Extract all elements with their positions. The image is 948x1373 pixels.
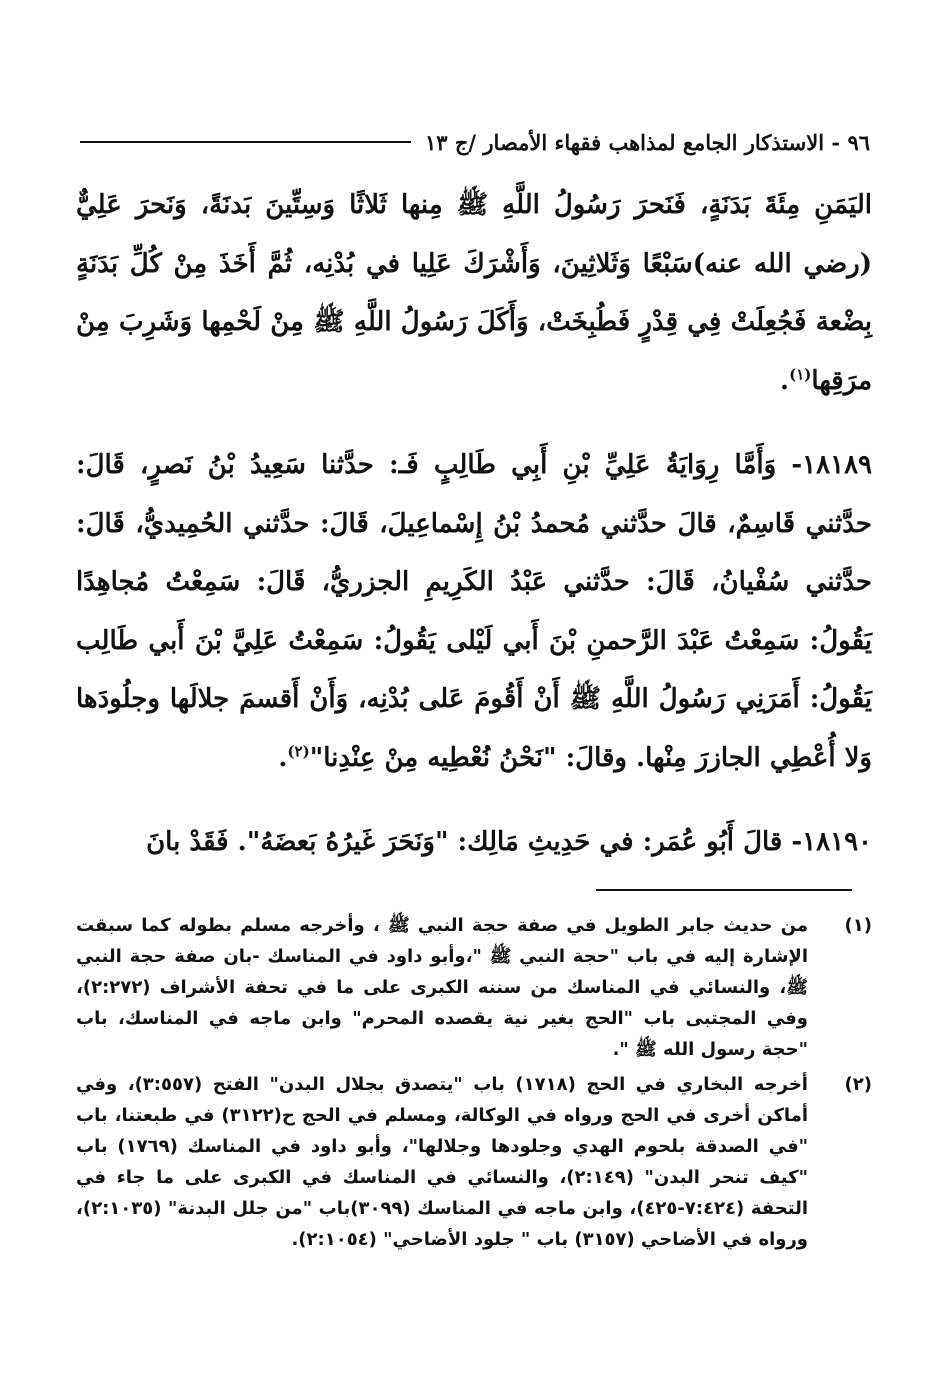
running-header	[80, 122, 870, 162]
main-text	[76, 176, 872, 872]
header-rule	[80, 141, 411, 143]
header-title: ٩٦ - الاستذكار الجامع لمذاهب فقهاء الأمصار /ج ١٣	[425, 129, 870, 155]
footnote-2	[76, 1069, 872, 1255]
paragraph-1	[76, 176, 872, 410]
paragraph-18190	[76, 813, 872, 872]
footnote-ref-2[interactable]: (٢)	[287, 741, 310, 760]
footnote-number: (١)	[844, 915, 872, 936]
footnote-number: (٢)	[844, 1074, 872, 1095]
footnote-ref-1[interactable]: (١)	[789, 364, 812, 383]
paragraph-18189-end: .	[278, 742, 288, 773]
footnote-text: أخرجه البخاري في الحج (١٧١٨) باب "يتصدق بجلال البدن" الفتح (٣:٥٥٧)، وفي أماكن أخرى في الحج ورواه في الوكالة، ومسلم في الحج ح(٣١٢٢) في طبعتنا، باب "في الصدقة بلحوم الهدي وجلودها وجلالها"، وأبو داود في المناسك (١٧٦٩) باب "كيف تنحر البدن" (٢:١٤٩)، والنسائي في المناسك في الكبرى على ما جاء في التحفة (٧:٤٢٤-٤٢٥)، وابن ماجه في المناسك (٣٠٩٩)باب "من جلل البدنة" (٢:١٠٣٥)، ورواه في الأضاحي (٣١٥٧) باب " جلود الأضاحي" (٢:١٠٥٤).	[76, 1074, 809, 1250]
paragraph-18189-text: ١٨١٨٩- وَأَمَّا رِوَايَةُ عَلِيِّ بْنِ أَبِي طَالِبٍ فَـ: حدَّثنا سَعِيدُ بْنُ نَصرٍ، قَالَ: حدَّثني قَاسِمٌ، قالَ حدَّثني مُحمدُ بْنُ إِسْماعِيلَ، قَالَ: حدَّثني الحُمِيديُّ، قَالَ: حدَّثني سُفْيانُ، قَالَ: حدَّثني عَبْدُ الكَرِيمِ الجزريُّ، قَالَ: سَمِعْتُ مُجاهِدًا يَقُولُ: سَمِعْتُ عَبْدَ الرَّحمنِ بْنَ أَبي لَيْلى يَقُولُ: سَمِعْتُ عَلِيَّ بْنَ أَبي طَالِب يَقُولُ: أَمَرَنِي رَسُولُ اللَّهِ ﷺ أَنْ أَقُومَ عَلى بُدْنِه، وَأَنْ أَقسمَ جلالَها وجلُودَها وَلا أُعْطِي الجازرَ مِنْها. وقالَ: "نَحْنُ نُعْطِيه مِنْ عِنْدِنا"	[76, 450, 872, 773]
paragraph-1-text: اليَمَنِ مِئَةَ بَدَنَةٍ، فَنَحرَ رَسُولُ اللَّهِ ﷺ مِنها ثَلاثًا وَسِتِّينَ بَدنَةً، وَنَحرَ عَلِيٌّ (رضي الله عنه)سَبْعًا وَثَلاثِينَ، وَأَشْرَكَ عَلِيا في بُدْنِه، ثُمَّ أَخَذَ مِنْ كُلِّ بَدَنَةٍ بِضْعة فَجُعِلَتْ فِي قِدْرٍ فَطُبِخَتْ، وَأَكَلَ رَسُولُ اللَّهِ ﷺ مِنْ لَحْمِها وَشَرِبَ مِنْ مرَقِها	[76, 190, 872, 396]
paragraph-18190-lead: ١٨١٩٠- قالَ أَبُو عُمَر:	[642, 827, 872, 857]
footnote-separator	[596, 889, 852, 891]
paragraph-1-end: .	[780, 365, 790, 396]
paragraph-18189	[76, 436, 872, 787]
footnotes	[76, 910, 872, 1259]
footnote-1	[76, 910, 872, 1065]
footnote-text: من حديث جابر الطويل في صفة حجة النبي ﷺ ، وأخرجه مسلم بطوله كما سبقت الإشارة إليه في باب "حجة النبي ﷺ "،وأبو داود في المناسك -بان صفة حجة النبي ﷺ، والنسائي في المناسك من سننه الكبرى على ما في تحفة الأشراف (٢:٢٧٢)، وفي المجتبى باب "الحج بغير نية يقصده المحرم" وابن ماجه في المناسك، باب "حجة رسول الله ﷺ ".	[76, 915, 808, 1060]
paragraph-18190-text: في حَدِيثِ مَالِك: "وَنَحَرَ غَيرُهُ بَعضَهُ". فَقَدْ بانَ	[146, 827, 634, 857]
